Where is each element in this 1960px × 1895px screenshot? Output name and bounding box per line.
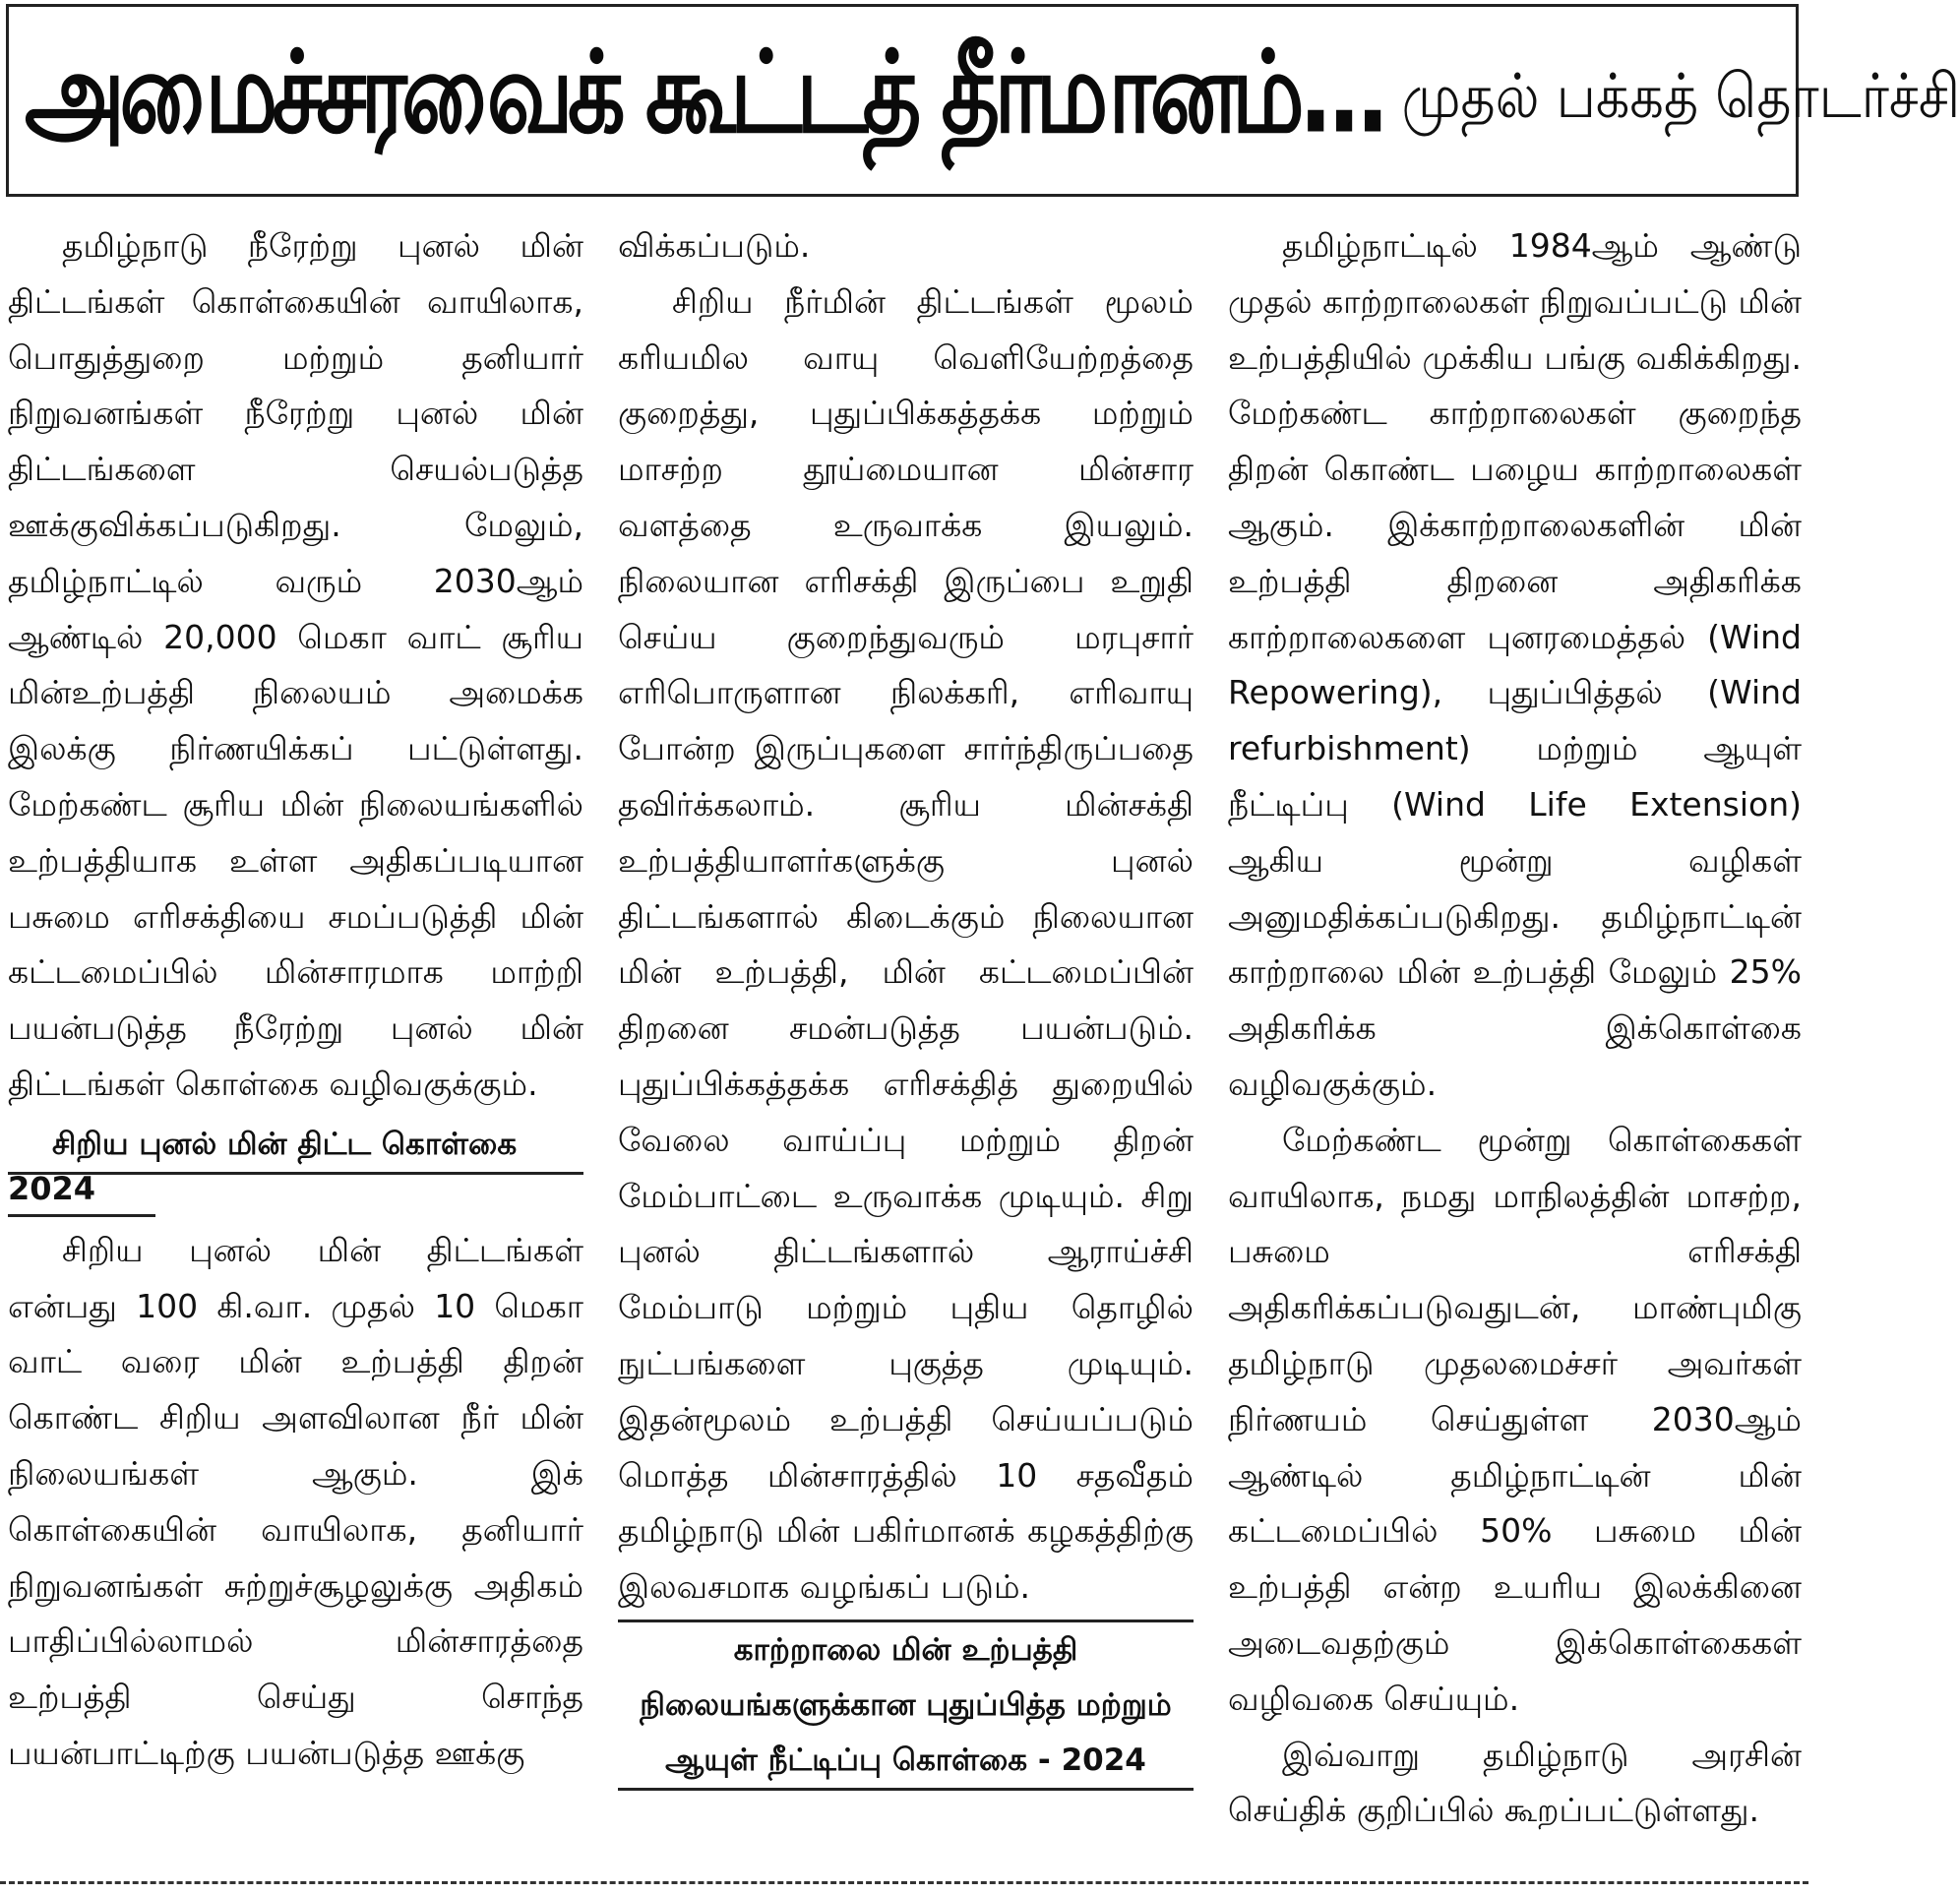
article-column-2 [618,218,1194,1856]
paragraph: சிறிய புனல் மின் திட்டங்கள் என்பது 100 கி.வா. முதல் 10 மெகா வாட் வரை மின் உற்பத்தி திறன் கொண்ட சிறிய அளவிலான நீர் மின் நிலையங்கள் ஆகும். இக் கொள்கையின் வாயிலாக, தனியார் நிறுவனங்கள் சுற்றுச்சூழலுக்கு அதிகம் பாதிப்பில்லாமல் மின்சாரத்தை உற்பத்தி செய்து சொந்த பயன்பாட்டிற்கு பயன்படுத்த ஊக்கு [8,1230,583,1772]
paragraph: விக்கப்படும். [618,226,811,265]
article-column-3 [1228,218,1802,1856]
headline-title: அமைச்சரவைக் கூட்டத் தீர்மானம்... [25,27,1384,158]
paragraph: தமிழ்நாட்டில் 1984ஆம் ஆண்டு முதல் காற்றாலைகள் நிறுவப்பட்டு மின் உற்பத்தியில் முக்கிய பங்கு வகிக்கிறது. மேற்கண்ட காற்றாலைகள் குறைந்த திறன் கொண்ட பழைய காற்றாலைகள் ஆகும். இக்காற்றாலைகளின் மின் உற்பத்தி திறனை அதிகரிக்க காற்றாலைகளை புனரமைத்தல் (Wind Repowering), புதுப்பித்தல் (Wind refurbishment) மற்றும் ஆயுள் நீட்டிப்பு (Wind Life Extension) ஆகிய மூன்று வழிகள் அனுமதிக்கப்படுகிறது. தமிழ்நாட்டின் காற்றாலை மின் உற்பத்தி மேலும் 25% அதிகரிக்க இக்கொள்கை வழிவகுக்கும். [1228,226,1802,1103]
section-heading-wind-policy: காற்றாலை மின் உற்பத்தி நிலையங்களுக்கான புதுப்பித்த மற்றும் ஆயுள் நீட்டிப்பு கொள்கை - 2024 [618,1620,1194,1791]
section-heading-small-hydro [8,1117,583,1175]
article-column-1 [8,218,583,1856]
paragraph: தமிழ்நாடு நீரேற்று புனல் மின் திட்டங்கள் கொள்கையின் வாயிலாக, பொதுத்துறை மற்றும் தனியார் நிறுவனங்கள் நீரேற்று புனல் மின் திட்டங்களை செயல்படுத்த ஊக்குவிக்கப்படுகிறது. மேலும், தமிழ்நாட்டில் வரும் 2030ஆம் ஆண்டில் 20,000 மெகா வாட் சூரிய மின்உற்பத்தி நிலையம் அமைக்க இலக்கு நிர்ணயிக்கப் பட்டுள்ளது. மேற்கண்ட சூரிய மின் நிலையங்களில் உற்பத்தியாக உள்ள அதிகப்படியான பசுமை எரிசக்தியை சமப்படுத்தி மின் கட்டமைப்பில் மின்சாரமாக மாற்றி பயன்படுத்த நீரேற்று புனல் மின் திட்டங்கள் கொள்கை வழிவகுக்கும். [8,226,583,1103]
bottom-cut-line [0,1881,1808,1884]
headline-continuation: முதல் பக்கத் தொடர்ச்சி [1401,60,1960,132]
section-heading-year: 2024 [8,1169,155,1217]
section-heading-line: சிறிய புனல் மின் திட்ட கொள்கை [52,1126,518,1162]
paragraph: சிறிய நீர்மின் திட்டங்கள் மூலம் கரியமில வாயு வெளியேற்றத்தை குறைத்து, புதுப்பிக்கத்தக்க மற்றும் மாசற்ற தூய்மையான மின்சார வளத்தை உருவாக்க இயலும். நிலையான எரிசக்தி இருப்பை உறுதி செய்ய குறைந்துவரும் மரபுசார் எரிபொருளான நிலக்கரி, எரிவாயு போன்ற இருப்புகளை சார்ந்திருப்பதை தவிர்க்கலாம். சூரிய மின்சக்தி உற்பத்தியாளர்களுக்கு புனல் திட்டங்களால் கிடைக்கும் நிலையான மின் உற்பத்தி, மின் கட்டமைப்பின் திறனை சமன்படுத்த பயன்படும். புதுப்பிக்கத்தக்க எரிசக்தித் துறையில் வேலை வாய்ப்பு மற்றும் திறன் மேம்பாட்டை உருவாக்க முடியும். சிறு புனல் திட்டங்களால் ஆராய்ச்சி மேம்பாடு மற்றும் புதிய தொழில் நுட்பங்களை புகுத்த முடியும். இதன்மூலம் உற்பத்தி செய்யப்படும் மொத்த மின்சாரத்தில் 10 சதவீதம் தமிழ்நாடு மின் பகிர்மானக் கழகத்திற்கு இலவசமாக வழங்கப் படும். [618,281,1194,1607]
paragraph: இவ்வாறு தமிழ்நாடு அரசின் செய்திக் குறிப்பில் கூறப்பட்டுள்ளது. [1228,1735,1802,1830]
paragraph: மேற்கண்ட மூன்று கொள்கைகள் வாயிலாக, நமது மாநிலத்தின் மாசற்ற, பசுமை எரிசக்தி அதிகரிக்கப்படுவதுடன், மாண்புமிகு தமிழ்நாடு முதலமைச்சர் அவர்கள் நிர்ணயம் செய்துள்ள 2030ஆம் ஆண்டில் தமிழ்நாட்டின் மின் கட்டமைப்பில் 50% பசுமை மின் உற்பத்தி என்ற உயரிய இலக்கினை அடைவதற்கும் இக்கொள்கைகள் வழிவகை செய்யும். [1228,1120,1802,1718]
headline-box [6,4,1960,197]
